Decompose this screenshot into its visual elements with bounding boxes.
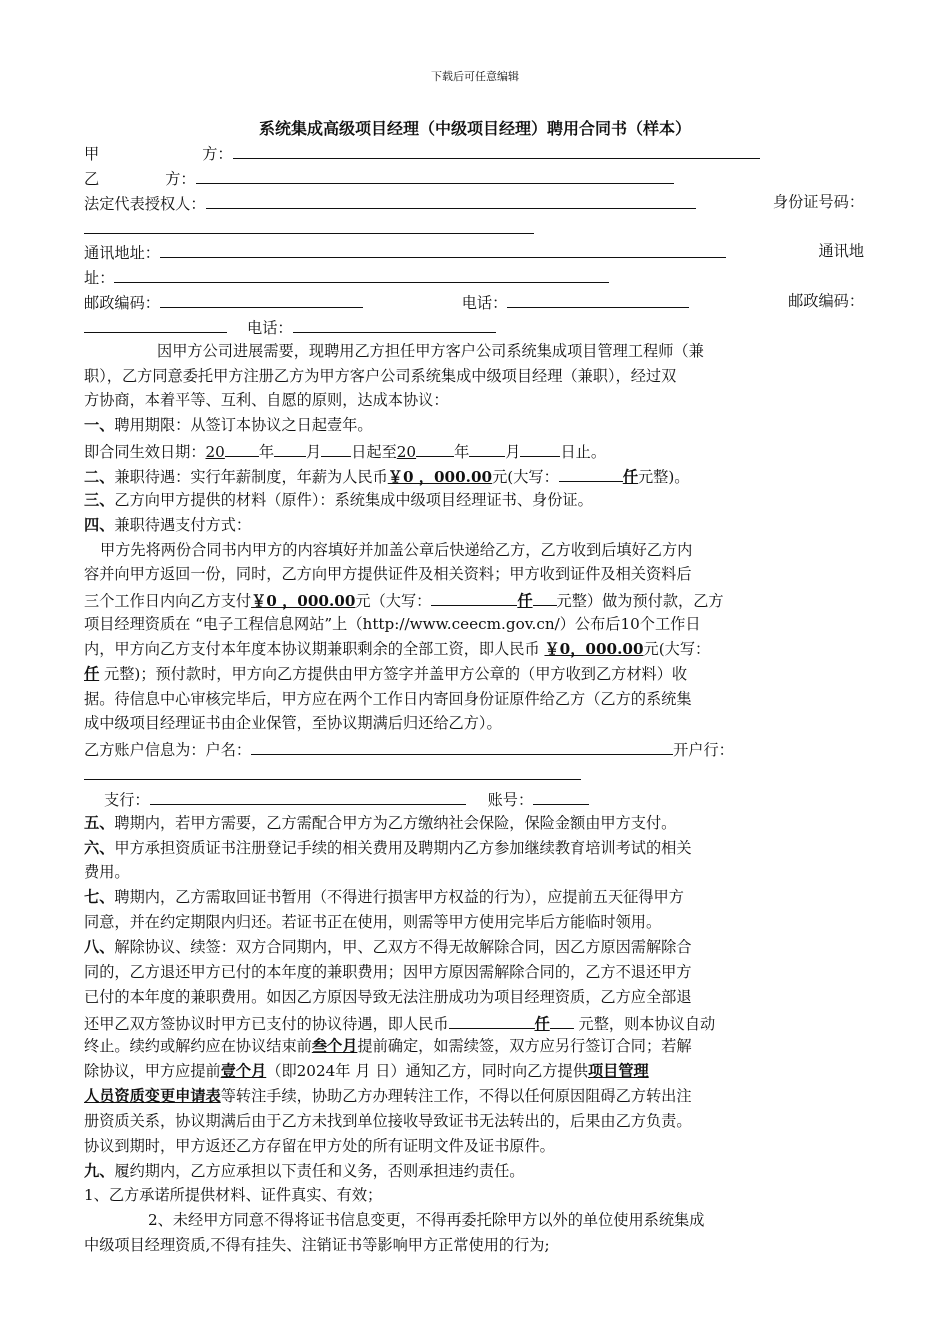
section-6: 六、甲方承担资质证书注册登记手续的相关费用及聘期内乙方参加继续教育培训考试的相关 <box>84 838 692 857</box>
address-b-blank[interactable] <box>114 264 609 283</box>
address-line: 通讯地址： 通讯地 <box>84 239 864 264</box>
section-1: 一、聘用期限：从签订本协议之日起壹年。 <box>84 416 373 435</box>
account-info-line: 乙方账户信息为：户名： 开户行： <box>84 736 864 761</box>
postcode-a-blank[interactable] <box>160 289 363 308</box>
id-no-blank[interactable] <box>84 215 534 234</box>
id-no-line <box>84 215 864 240</box>
section-4: 四、兼职待遇支付方式： <box>84 515 252 534</box>
postcode-b-line: 电话： <box>84 314 864 339</box>
section-9: 九、履约期内，乙方应承担以下责任和义务，否则承担违约责任。 <box>84 1161 525 1180</box>
intro-line-3: 方协商，本着平等、互利、自愿的原则，达成本协议： <box>84 391 449 410</box>
account-name-blank[interactable] <box>251 736 673 755</box>
branch-line: 支行： 账号： <box>84 786 864 811</box>
obligation-1: 1、乙方承诺所提供材料、证件真实、有效； <box>84 1186 383 1205</box>
party-a-blank[interactable] <box>233 140 760 159</box>
document-title: 系统集成高级项目经理（中级项目经理）聘用合同书（样本） <box>258 119 691 138</box>
account-no-blank[interactable] <box>533 786 589 805</box>
branch-blank[interactable] <box>150 786 466 805</box>
legal-rep-line: 法定代表授权人： 身份证号码： <box>84 190 864 215</box>
section-7: 七、聘期内，乙方需取回证书暂用（不得进行损害甲方权益的行为），应提前五天征得甲方 <box>84 888 684 907</box>
legal-rep-blank[interactable] <box>206 190 696 209</box>
address-b-line: 址： <box>84 264 864 289</box>
section-8: 八、解除协议、续签：双方合同期内，甲、乙双方不得无故解除合同，因乙方原因需解除合 <box>84 938 692 956</box>
section-2: 二、兼职待遇：实行年薪制度，年薪为人民币￥0 ，000.00元(大写： 仟元整)。 <box>84 463 864 488</box>
postcode-line: 邮政编码： 电话： 邮政编码： <box>84 289 864 314</box>
address-a-blank[interactable] <box>160 239 726 258</box>
party-b-blank[interactable] <box>196 165 674 184</box>
effective-date-line: 即合同生效日期：20 年 月 日起至20 年 月 日止。 <box>84 438 864 463</box>
document-body: 甲 方： 乙 方： 法定代表授权人： 身份证号码： 通讯地址： 通讯地 址： 邮政编码： 电话： 邮政编码： 电话： 因甲方公司进展需要，现聘用乙方担任甲方客户公司系统集成项目管理工程师（兼 职），乙方同意委托甲方注册乙方为甲方客户公司系统集成中级项目经理（兼职），经过双 方协商，本着平等、互利、自愿的原则，达成本协议： 一、聘用期限：从签订本协议之日起壹年。 即合同生效日期：20 年 月 日起至20 年 月 日止。 二、兼职待遇：实行年薪制度，年薪为人民币￥0 ，000.00元(大写： 仟元整)。 三、乙方向甲方提供的材料（原件）：系统集成中级项目经理证书、身份证。 四、兼职待遇支付方式： 甲方先将两份合同书内甲方的内容填好并加盖公章后快递给乙方，乙方收到后填好乙方内 容并向甲方返回一份，同时，乙方向甲方提供证件及相关资料；甲方收到证件及相关资料后 三个工作日内向乙方支付￥0 ，000.00元（大写： 仟 元整）做为预付款，乙方 项目经理资质在 “电子工程信息网站”上（http://www.ceecm.gov.cn/）公布后10个工作日 内，甲方向乙方支付本年度本协议期兼职剩余的全部工资，即人民币 ￥0，000.00元(大写： 仟 元整)；预付款时，甲方向乙方提供由甲方签字并盖甲方公章的（甲方收到乙方材料）收 据。待信息中心审核完毕后，甲方应在两个工作日内寄回身份证原件给乙方（乙方的系统集 成中级项目经理证书由企业保管，至协议期满后归还给乙方）。 乙方账户信息为：户名： 开户行： 支行： 账号： 五、聘期内，若甲方需要，乙方需配合甲方为乙方缴纳社会保险，保险金额由甲方支付。 六、甲方承担资质证书注册登记手续的相关费用及聘期内乙方参加继续教育培训考试的相关 费用。 七、聘期内，乙方需取回证书暂用（不得进行损害甲方权益的行为），应提前五天征得甲方 同意，并在约定期限内归还。若证书正在使用，则需等甲方使用完毕后方能临时领用。 八、解除协议、续签：双方合同期内，甲、乙双方不得无故解除合同，因乙方原因需解除合 同的，乙方退还甲方已付的本年度的兼职费用；因甲方原因需解除合同的，乙方不退还甲方 已付的本年度的兼职费用。如因乙方原因导致无法注册成功为项目经理资质，乙方应全部退 还甲乙双方签协议时甲方已支付的协议待遇，即人民币 仟 元整，则本协议自动 终止。续约或解约应在协议结束前叁个月提前确定，如需续签，双方应另行签订合同；若解 除协议，甲方应提前壹个月（即2024年 月 日）通知乙方，同时向乙方提供项目管理 人员资质变更申请表等转注手续，协助乙方办理转注工作，不得以任何原因阻碍乙方转出注 册资质关系，协议期满后由于乙方未找到单位接收导致证书无法转出的，后果由乙方负责。 协议到期时，甲方返还乙方存留在甲方处的所有证明文件及证书原件。 九、履约期内，乙方应承担以下责任和义务，否则承担违约责任。 1、乙方承诺所提供材料、证件真实、有效； 2、未经甲方同意不得将证书信息变更，不得再委托除甲方以外的单位使用系统集成 中级项目经理资质,不得有挂失、注销证书等影响甲方正常使用的行为; <box>84 140 864 1258</box>
obligation-2: 2、未经甲方同意不得将证书信息变更，不得再委托除甲方以外的单位使用系统集成 <box>148 1211 705 1230</box>
bank-blank[interactable] <box>84 761 581 780</box>
postcode-b-blank[interactable] <box>84 314 227 333</box>
intro-line-2: 职），乙方同意委托甲方注册乙方为甲方客户公司系统集成中级项目经理（兼职），经过双 <box>84 366 677 385</box>
phone-b-blank[interactable] <box>293 314 496 333</box>
party-b-line: 乙 方： <box>84 165 864 190</box>
section-5: 五、聘期内，若甲方需要，乙方需配合甲方为乙方缴纳社会保险，保险金额由甲方支付。 <box>84 813 677 832</box>
intro-line-1: 因甲方公司进展需要，现聘用乙方担任甲方客户公司系统集成项目管理工程师（兼 <box>157 341 704 360</box>
phone-a-blank[interactable] <box>507 289 689 308</box>
party-a-line: 甲 方： <box>84 140 864 165</box>
page-header: 下载后可任意编辑 <box>431 70 519 83</box>
section-3: 三、乙方向甲方提供的材料（原件）：系统集成中级项目经理证书、身份证。 <box>84 490 593 509</box>
